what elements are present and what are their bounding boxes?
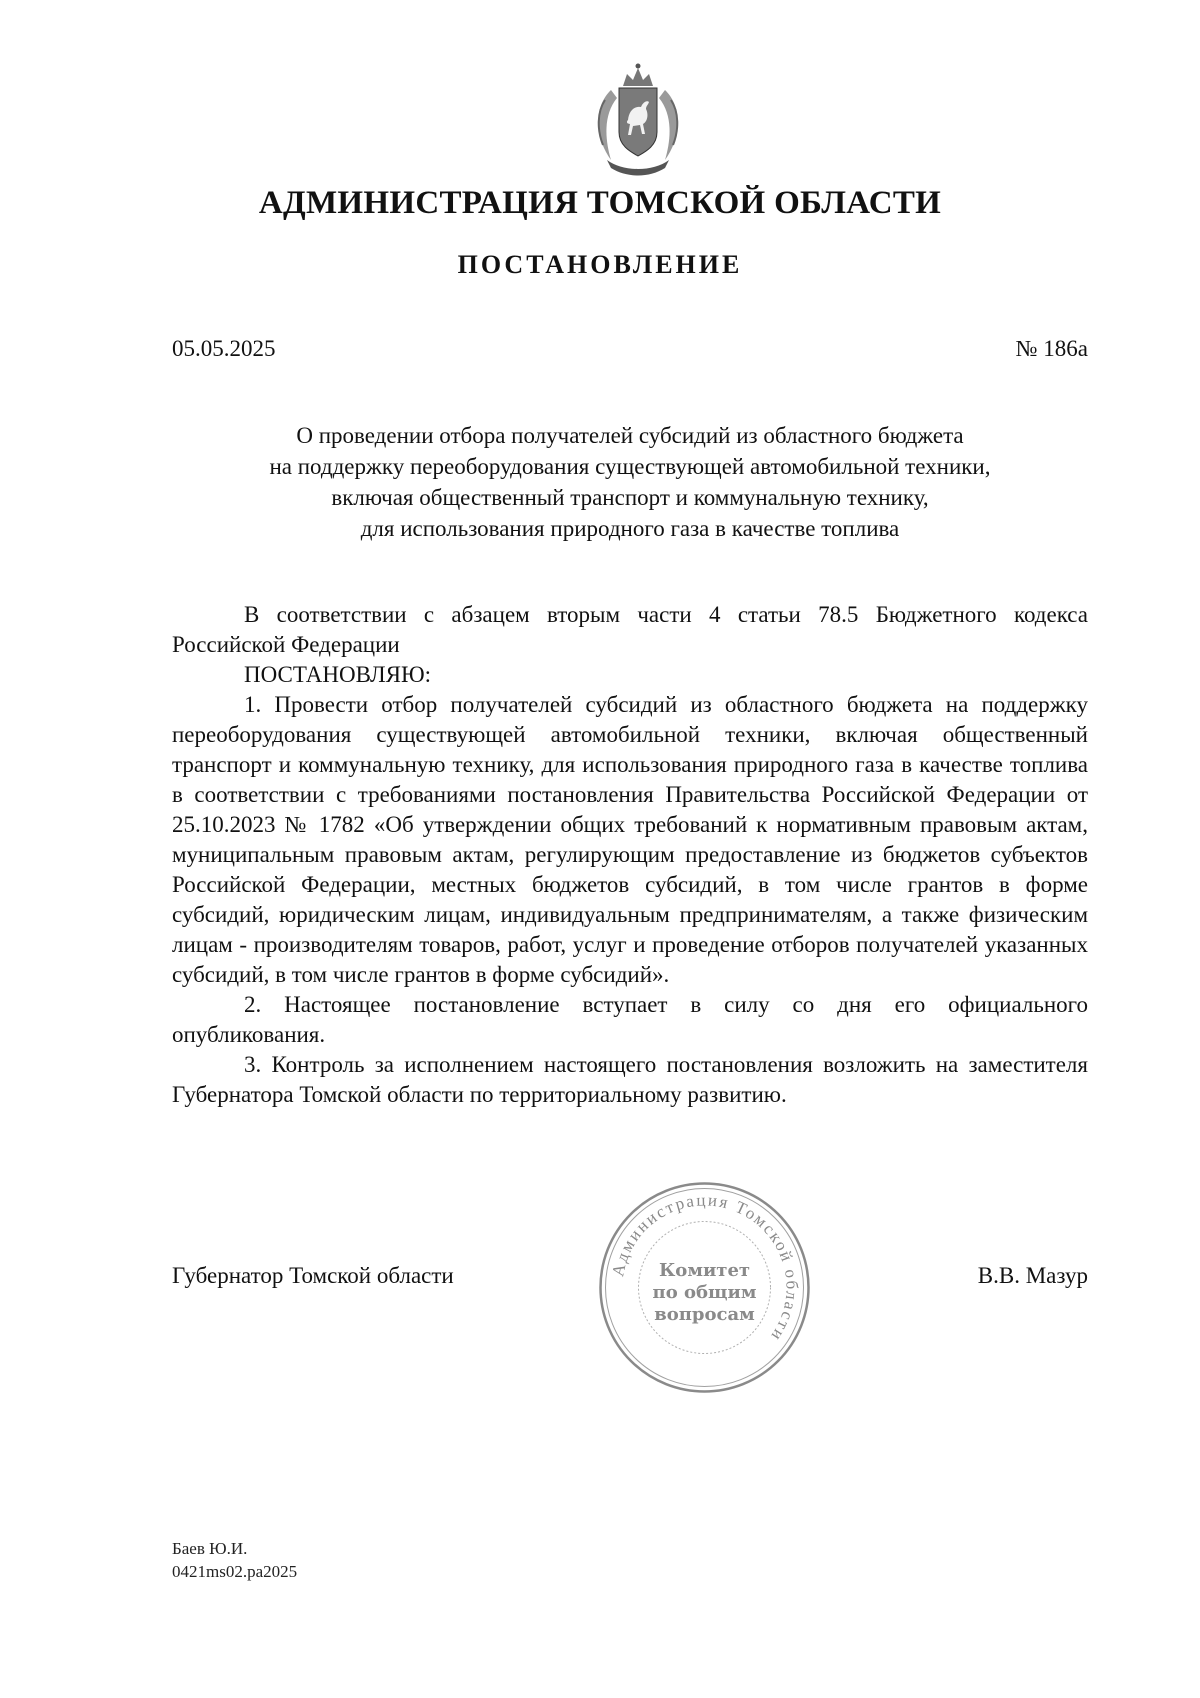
official-seal-stamp: [597, 1180, 812, 1395]
clause-3: 3. Контроль за исполнением настоящего постановления возложить на заместителя Губернатора Томской области по территориальному развитию.: [172, 1052, 1088, 1107]
subject-line: включая общественный транспорт и коммунальную технику,: [331, 485, 929, 510]
decree-word: ПОСТАНОВЛЯЮ:: [244, 662, 432, 687]
svg-text:Комитет: Комитет: [658, 1260, 751, 1281]
svg-text:Администрация Томской области: Администрация Томской области: [608, 1190, 802, 1346]
signatory-position: Губернатор Томской области: [172, 1263, 454, 1288]
svg-text:по общим: по общим: [652, 1282, 757, 1303]
document-date: 05.05.2025: [172, 336, 276, 361]
executor-name: Баев Ю.И.: [172, 1539, 248, 1558]
document-number: № 186а: [1015, 336, 1088, 361]
document-type: ПОСТАНОВЛЕНИЕ: [457, 250, 743, 279]
organization-title: АДМИНИСТРАЦИЯ ТОМСКОЙ ОБЛАСТИ: [258, 185, 942, 221]
svg-text:вопросам: вопросам: [654, 1304, 755, 1325]
signatory-name: В.В. Мазур: [977, 1263, 1088, 1288]
document-body: [172, 600, 1088, 1110]
document-subject: [172, 420, 1088, 544]
executor-footer: [172, 1537, 297, 1583]
tomsk-coat-of-arms-icon: [583, 60, 693, 180]
subject-line: О проведении отбора получателей субсидий из областного бюджета: [296, 423, 964, 448]
clause-2: 2. Настоящее постановление вступает в силу со дня его официального опубликования.: [172, 992, 1088, 1047]
preamble-paragraph: В соответствии с абзацем вторым части 4 статьи 78.5 Бюджетного кодекса Российской Федерации: [172, 602, 1088, 657]
clause-1: 1. Провести отбор получателей субсидий из областного бюджета на поддержку переоборудования существующей автомобильной техники, включая общественный транспорт и коммунальную технику, для использования природного газа в качестве топлива в соответствии с требованиями постановления Правительства Российской Федерации от 25.10.2023 № 1782 «Об утверждении общих требований к нормативным правовым актам, муниципальным правовым актам, регулирующим предоставление из бюджетов субъектов Российской Федерации, местных бюджетов субсидий, в том числе грантов в форме субсидий, юридическим лицам, индивидуальным предпринимателям, а также физическим лицам - производителям товаров, работ, услуг и проведение отборов получателей указанных субсидий, в том числе грантов в форме субсидий».: [172, 692, 1088, 987]
subject-line: на поддержку переоборудования существующей автомобильной техники,: [269, 454, 991, 479]
subject-line: для использования природного газа в качестве топлива: [360, 516, 900, 541]
document-code: 0421ms02.pa2025: [172, 1562, 298, 1581]
